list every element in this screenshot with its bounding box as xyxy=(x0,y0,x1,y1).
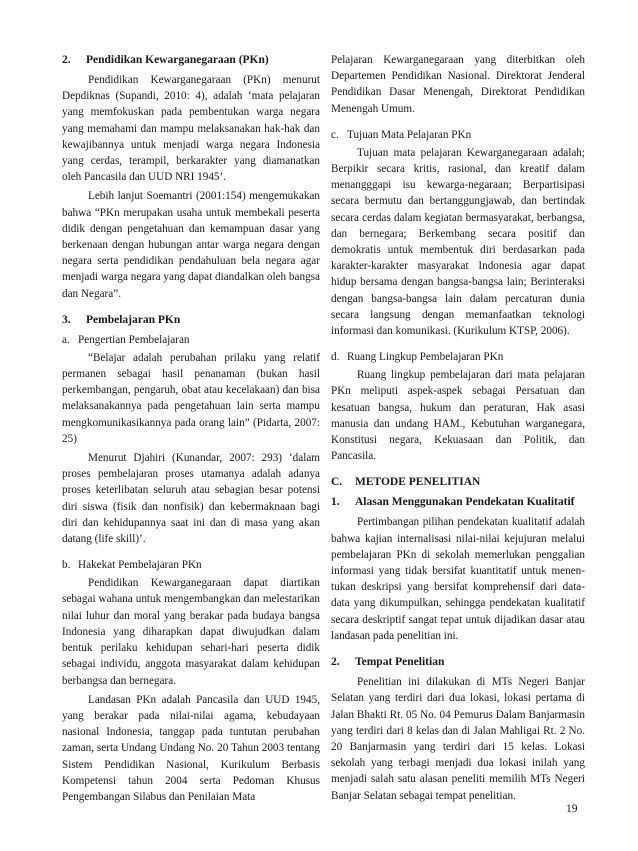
right-column xyxy=(331,52,585,807)
paragraph: Pendidikan Kewarganegaraan dapat diartikan sebagai wahana untuk mengembangkan dan melestarikan nilai luhur dan moral yang berakar pada budaya bangsa Indonesia yang diharapkan dapat diwujudkan dalam bentuk perilaku kehidupan sehari-hari peserta didik sebagai individu, anggota masyarakat dalam kehidupan berbangsa dan bernegara. xyxy=(62,577,320,687)
paragraph: Lebih lanjut Soemantri (2001:154) mengemukakan bahwa “PKn merupakan usaha untuk membekali peserta didik dengan pengetahuan dan kemampuan dasar yang berkenaan dengan hubungan antar warga negara dengan negara serta pendidikan pendahuluan bela negara agar menjadi warga negara yang dapat diandalkan oleh bangsa dan Negara”. xyxy=(62,190,320,300)
chapter-label: C. xyxy=(331,476,343,489)
paragraph: Pelajaran Kewarganegaraan yang diterbitkan oleh Departemen Pendidikan Nasional. Direktorat Jenderal Pendidikan Dasar Menengah, Direktorat Pendidikan Menengah Umum. xyxy=(331,54,585,115)
paragraph: Ruang lingkup pembelajaran dari mata pelajaran PKn meliputi aspek-aspek sebagai Persatuan dan kesatuan bangsa, hukum dan peraturan, Hak asasi manusia dan undang HAM., Kebutuhan warganegara, Konstitusi negara, Kekuasaan dan Politik, dan Pancasila. xyxy=(331,369,585,463)
paragraph: Pendidikan Kewarganegaraan (PKn) menurut Depdiknas (Supandi, 2010: 4), adalah ‘mata pelajaran yang memfokuskan pada pembentukan warga negara yang memahami dan mampu melaksanakan hak-hak dan kewajibannya untuk menjadi warga negara Indonesia yang cerdas, terampil, berkarakter yang diamanatkan oleh Pancasila dan UUD NRI 1945’. xyxy=(62,74,320,184)
subsection-label: a. xyxy=(62,333,70,346)
section-heading-c1 xyxy=(331,494,585,510)
section-number: 2. xyxy=(62,54,71,66)
section-number: 2. xyxy=(331,656,340,669)
section-number: 3. xyxy=(62,313,71,326)
paragraph: Penelitian ini dilakukan di MTs Negeri Banjar Selatan yang terdiri dari dua lokasi, lokasi pertama di Jalan Bhakti Rt. 05 No. 04 Pemurus Dalam Banjarmasin yang terdiri dari 8 kelas dan di Jalan Mahligai Rt. 2 No. 20 Banjarmasin yang terdiri dari 15 kelas. Lokasi sekolah yang terbagi menjadi dua lokasi inilah yang menjadi salah satu alasan peneliti memilih MTs Negeri Banjar Selatan sebagai tempat penelitian. xyxy=(331,676,585,802)
section-title: Pendidikan Kewarganegaraan (PKn) xyxy=(86,54,269,66)
subsection-label: d. xyxy=(331,351,340,364)
section-heading-2 xyxy=(62,52,320,68)
paragraph: Tujuan mata pelajaran Kewarganegaraan adalah; Berpikir secara kritis, rasional, dan kreatif dalam menangggapi isu kewarga-negaraan; Berpartisipasi secara bermutu dan bertanggungjawab, dan bertindak secara cerdas dalam kegiatan bermasyarakat, berbangsa, dan bernegara; Berkembang secara positif dan demokratis untuk membentuk diri berdasarkan pada karakter-karakter masyarakat Indonesia agar dapat hidup bersama dengan bangsa-bangsa lain; Berinteraksi dengan bangsa-bangsa lain dalam percaturan dunia secara langsung dengan memanfaatkan teknologi informasi dan komunikasi. (Kurikulum KTSP, 2006). xyxy=(331,146,585,338)
subsection-label: b. xyxy=(62,559,71,572)
section-number: 1. xyxy=(331,496,340,509)
subsection-title: Hakekat Pembelajaran PKn xyxy=(78,559,202,572)
section-title: Pembelajaran PKn xyxy=(86,313,181,326)
section-heading-c2 xyxy=(331,654,585,670)
chapter-title: METODE PENELITIAN xyxy=(355,476,481,489)
section-heading-3 xyxy=(62,312,320,328)
page-number: 19 xyxy=(566,803,578,815)
paragraph: “Belajar adalah perubahan prilaku yang relatif permanen sebagai hasil penanaman (bukan hasil perkembangan, pengaruh, obat atau kecelakaan) dan bisa melaksanakannya pada pengetahuan lain serta mampu mengkomunikasikannya pada orang lain” (Pidarta, 2007: 25) xyxy=(62,351,320,445)
subsection-title: Pengertian Pembelajaran xyxy=(78,333,190,346)
subsection-title: Tujuan Mata Pelajaran PKn xyxy=(347,128,472,141)
section-title: Tempat Penelitian xyxy=(355,656,445,669)
subsection-heading-d xyxy=(331,349,585,365)
paragraph: Menurut Djahiri (Kunandar, 2007: 293) ‘dalam proses pembelajaran proses utamanya adalah adanya proses keterlibatan seluruh atau sebagian besar potensi diri siswa (fisik dan nonfisik) dan kebermaknaan bagi diri dan kehidupannya saat ini dan di masa yang akan datang (life skill)’. xyxy=(62,452,320,546)
subsection-title: Ruang Lingkup Pembelajaran PKn xyxy=(347,351,504,364)
section-title: Alasan Menggunakan Pendekatan Kualitatif xyxy=(355,496,575,509)
paragraph: Pertimbangan pilihan pendekatan kualitatif adalah bahwa kajian internalisasi nilai-nilai kejujuran melalui pembelajaran PKn di sekolah memerlukan penggalian informasi yang tidak bersifat kuantitatif untuk menentukan deskripsi yang bersifat komprehensif dari data-data yang dikumpulkan, sehingga pendekatan kualitatif secara deskriptif sangat tepat untuk dijadikan dasar atau landasan pada penelitian ini. xyxy=(331,516,585,642)
paragraph: Landasan PKn adalah Pancasila dan UUD 1945, yang berakar pada nilai-nilai agama, kebudayaan nasional Indonesia, tanggap pada tuntutan perubahan zaman, serta Undang Undang No. 20 Tahun 2003 tentang Sistem Pendidikan Nasional, Kurikulum Berbasis Kompetensi tahun 2004 serta Pedoman Khusus Pengembangan Silabus dan Penilaian Mata xyxy=(62,693,320,803)
chapter-heading-c xyxy=(331,474,585,490)
subsection-label: c. xyxy=(331,128,339,141)
left-column xyxy=(62,52,320,808)
subsection-heading-b xyxy=(62,557,320,573)
subsection-heading-c xyxy=(331,127,585,143)
subsection-heading-a xyxy=(62,332,320,348)
